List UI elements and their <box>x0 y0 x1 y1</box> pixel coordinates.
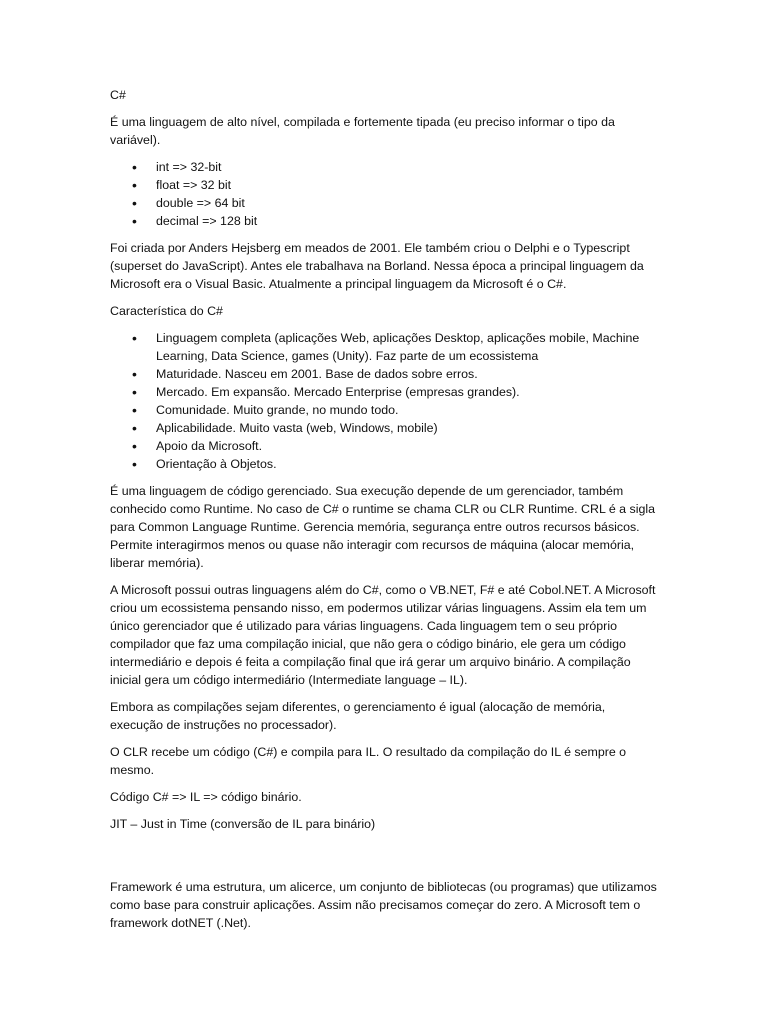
types-list <box>110 158 660 230</box>
clr-paragraph: O CLR recebe um código (C#) e compila para IL. O resultado da compilação do IL é sempre o mesmo. <box>110 745 627 777</box>
features-heading: Característica do C# <box>110 304 223 318</box>
document-page <box>110 86 660 941</box>
jit-paragraph: JIT – Just in Time (conversão de IL para binário) <box>110 817 376 831</box>
list-item: • float => 32 bit <box>110 176 660 194</box>
list-item: • Orientação à Objetos. <box>110 455 660 473</box>
list-item: • int => 32-bit <box>110 158 660 176</box>
list-item: • Maturidade. Nasceu em 2001. Base de dados sobre erros. <box>110 365 660 383</box>
doc-title: C# <box>110 88 126 102</box>
list-item: • Apoio da Microsoft. <box>110 437 660 455</box>
blank-line <box>110 842 660 878</box>
list-item: • Linguagem completa (aplicações Web, aplicações Desktop, aplicações mobile, Machine Learning, Data Science, games (Unity). Faz parte de um ecossistema <box>110 329 660 365</box>
list-item: • Comunidade. Muito grande, no mundo todo. <box>110 401 660 419</box>
list-item: • decimal => 128 bit <box>110 212 660 230</box>
flow-paragraph: Código C# => IL => código binário. <box>110 790 302 804</box>
history-paragraph: Foi criada por Anders Hejsberg em meados de 2001. Ele também criou o Delphi e o Typescript (superset do JavaScript). Antes ele trabalhava na Borland. Nessa época a principal linguagem da Microsoft era o Visual Basic. Atualmente a principal linguagem da Microsoft é o C#. <box>110 241 644 291</box>
other-languages-paragraph: A Microsoft possui outras linguagens além do C#, como o VB.NET, F# e até Cobol.NET. A Microsoft criou um ecossistema pensando nisso, em podermos utilizar várias linguagens. Assim ela tem um único gerenciador que é utilizado para várias linguagens. Cada linguagem tem o seu próprio compilador que faz uma compilação inicial, que não gera o código binário, ele gera um código intermediário e depois é feita a compilação final que irá gerar um arquivo binário. A compilação inicial gera um código intermediário (Intermediate language – IL). <box>110 583 656 687</box>
list-item: • Mercado. Em expansão. Mercado Enterprise (empresas grandes). <box>110 383 660 401</box>
managed-code-paragraph: É uma linguagem de código gerenciado. Sua execução depende de um gerenciador, também conhecido como Runtime. No caso de C# o runtime se chama CLR ou CLR Runtime. CRL é a sigla para Common Language Runtime. Gerencia memória, segurança entre outros recursos básicos. Permite interagirmos menos ou quase não interagir com recursos de máquina (alocar memória, liberar memória). <box>110 484 655 570</box>
framework-paragraph: Framework é uma estrutura, um alicerce, um conjunto de bibliotecas (ou programas) que utilizamos como base para construir aplicações. Assim não precisamos começar do zero. A Microsoft tem o framework dotNET (.Net). <box>110 880 657 930</box>
list-item: • double => 64 bit <box>110 194 660 212</box>
features-list <box>110 329 660 473</box>
intro-paragraph: É uma linguagem de alto nível, compilada e fortemente tipada (eu preciso informar o tipo da variável). <box>110 115 615 147</box>
management-paragraph: Embora as compilações sejam diferentes, o gerenciamento é igual (alocação de memória, execução de instruções no processador). <box>110 700 606 732</box>
list-item: • Aplicabilidade. Muito vasta (web, Windows, mobile) <box>110 419 660 437</box>
